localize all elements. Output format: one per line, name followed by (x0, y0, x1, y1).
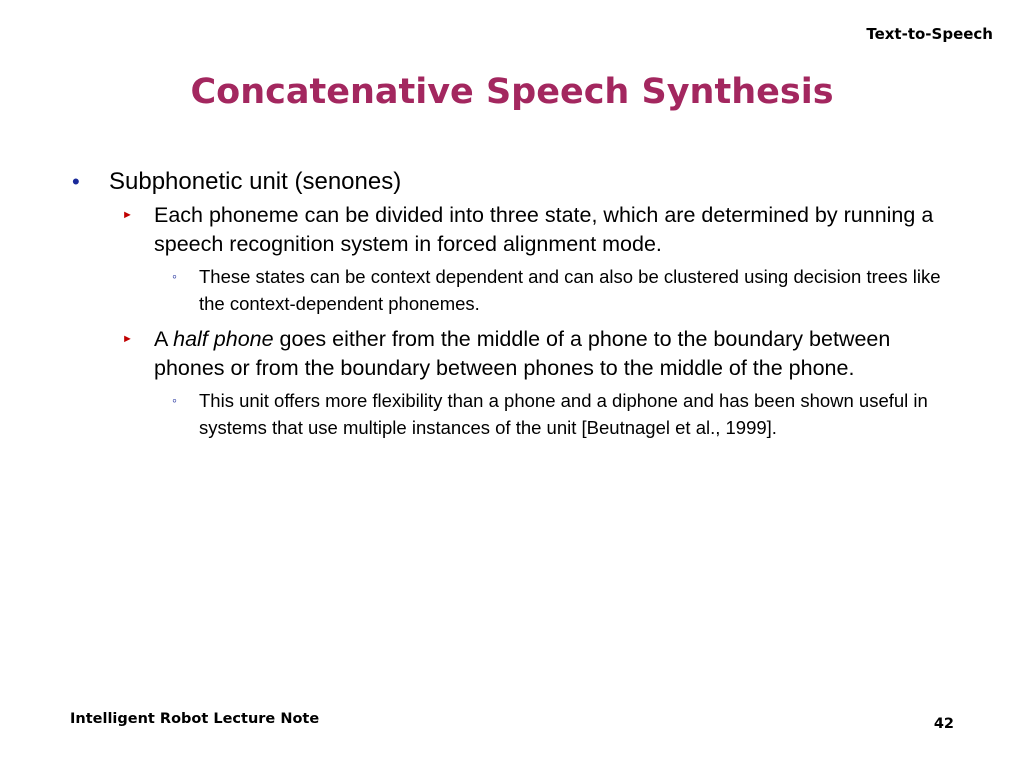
slide-title: Concatenative Speech Synthesis (190, 72, 834, 112)
bullet-level2 (122, 325, 954, 383)
bullet-level3 (172, 263, 949, 317)
triangle-right-icon: ► (122, 333, 133, 345)
footer-course-name: Intelligent Robot Lecture Note (70, 711, 320, 727)
bullet-text-suffix: goes either from the middle of a phone to the boundary between phones or from the boundary between phones to the middle of the phone. (154, 327, 891, 380)
slide-body (70, 166, 950, 449)
bullet-level3 (172, 387, 949, 441)
circle-bullet-icon: ◦ (172, 268, 177, 284)
bullet-text: Each phoneme can be divided into three state, which are determined by running a speech recognition system in forced alignment mode. (154, 203, 934, 256)
bullet-text: Subphonetic unit (senones) (109, 168, 402, 195)
bullet-level2 (122, 201, 954, 259)
circle-bullet-icon: ◦ (172, 392, 177, 408)
bullet-text-prefix: A (154, 327, 174, 351)
bullet-text: These states can be context dependent and can also be clustered using decision trees like the context-dependent phonemes. (199, 266, 941, 314)
header-tag: Text-to-Speech (866, 25, 993, 43)
triangle-right-icon: ► (122, 209, 133, 221)
bullet-emphasis: half phone (173, 327, 274, 351)
bullet-text: This unit offers more flexibility than a phone and a diphone and has been shown useful in systems that use multiple instances of the unit [Beutnagel et al., 1999]. (199, 390, 928, 438)
bullet-level1 (70, 166, 950, 197)
page-number: 42 (933, 716, 954, 732)
bullet-dot-icon: • (72, 169, 80, 194)
